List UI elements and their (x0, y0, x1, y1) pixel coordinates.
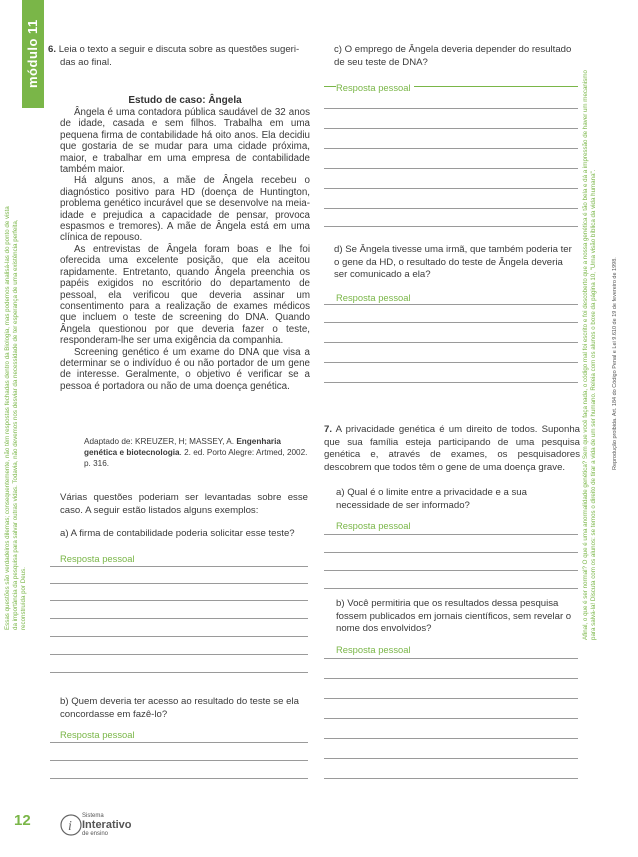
answer-line[interactable] (324, 208, 578, 209)
question-6b: b) Quem deveria ter acesso ao resultado do teste se ela concordasse em fazê-lo? (60, 696, 299, 720)
answer-line[interactable] (50, 600, 308, 601)
question-7b: b) Você permitiria que os resultados dessa pesquisa fossem publicados em jornais científicos, sem revelar o nome dos envolvidos? (336, 598, 572, 634)
case-paragraph-2: Há alguns anos, a mãe de Ângela recebeu o diagnóstico positivo para HD (doença de Huntington, problema genético incurável que se desenvolve na meia-idade e prejudica a capacidade de pensar, provoca espasmos e tremores). A mãe de Ângela está em uma clínica de repouso. (60, 175, 310, 244)
answer-label-7a: Resposta pessoal (336, 520, 411, 531)
left-margin-band (0, 0, 44, 857)
answer-label-6b: Resposta pessoal (60, 729, 135, 740)
answer-line[interactable] (324, 698, 578, 699)
answer-line[interactable] (324, 658, 578, 659)
answer-line[interactable] (324, 678, 578, 679)
page-number: 12 (14, 812, 31, 829)
case-paragraph-1: Ângela é uma contadora pública saudável de 32 anos de idade, casada e sem filhos. Trabalha em uma pequena firma de contabilidade há oito anos. Ela decidiu que gostaria de se mudar para uma cidade próxima, maior, e trabalhar em uma empresa de contabilidade também maior. (60, 107, 310, 176)
citation-authors: Adaptado de: KREUZER, H; MASSEY, A. (84, 437, 237, 446)
answer-line[interactable] (324, 738, 578, 739)
answer-line[interactable] (50, 636, 308, 637)
reproduction-notice: Reprodução proibida. Art. 184 do Código Penal e Lei 9.610 de 19 de fevereiro de 1998. (612, 257, 618, 470)
answer-line[interactable] (324, 552, 578, 553)
answer-line[interactable] (324, 534, 578, 535)
answer-line[interactable] (324, 570, 578, 571)
answer-label-6d: Resposta pessoal (336, 292, 411, 303)
intro-text: Várias questões poderiam ser levantadas sobre esse caso. A seguir estão listados alguns exemplos: (60, 492, 308, 516)
question-text-line2: das ao final. (60, 56, 112, 68)
answer-line[interactable] (324, 226, 578, 227)
answer-line[interactable] (324, 718, 578, 719)
citation-title: Engenharia genética e biotecnologia (84, 437, 281, 457)
answer-line[interactable] (324, 362, 578, 363)
question-number: 7. (324, 424, 333, 435)
publisher-logo-text: Sistema Interativo de ensino (82, 813, 132, 837)
answer-line[interactable] (50, 672, 308, 673)
question-6d: d) Se Ângela tivesse uma irmã, que também poderia ter o gene da HD, o resultado do teste de Ângela deveria ser comunicado a ela? (334, 244, 572, 280)
question-number: 6. (48, 44, 57, 55)
question-text-line1: Leia o texto a seguir e discuta sobre as questões sugeri- (58, 44, 300, 55)
teacher-note-right: Afinal, o que é ser normal? O que é uma anormalidade genética? Sem que você faça nada, o código mal foi escrito e foi descoberto que a nossa genética é tão bela e dá a impressão de haver um mecanismo para salvá-la! Discuta com os alunos: se temos o direito de tirar a vida de um ser humano. Releia com os alunos o boxe da página 10, "Uma visão bíblica da vida humana". (582, 70, 597, 640)
answer-label-7b: Resposta pessoal (336, 644, 411, 655)
answer-line[interactable] (50, 778, 308, 779)
case-paragraph-3: As entrevistas de Ângela foram boas e lhe foi oferecida uma excelente posição, que ela aceitou rapidamente. Entretanto, quando Ângela preenchia os papéis exigidos no escritório do departamento de pessoal, ela verificou que deveria assinar um consentimento para a realização de exames médicos que incluem o teste de screening do DNA. Quando Ângela questionou por que deveria fazer o teste, responderam-lhe ser uma exigência da companhia. (60, 243, 310, 347)
answer-line[interactable] (324, 382, 578, 383)
answer-line[interactable] (324, 342, 578, 343)
svg-text:i: i (68, 819, 72, 834)
answer-line[interactable] (324, 108, 578, 109)
case-study-text (60, 107, 310, 392)
question-6c: c) O emprego de Ângela deveria depender do resultado de seu teste de DNA? (334, 44, 572, 68)
teacher-note-left: Essas questões são verdadeiros dilemas; consequentemente, não têm respostas fechadas dentro da Biologia, mas podemos analisá-las do ponto de vista da importância da pesquisa para salvar outras vidas. Todavia, não devemos nos desviar da necessidade de ter esperança de uma existência perfeita, reconstruída por Deus. (4, 206, 27, 630)
case-paragraph-4: Screening genético é um exame do DNA que visa a determinar se o indivíduo é ou não portador de um gene de interesse. Geralmente, o objetivo é verificar se a pessoa é portadora ou não de uma doença genética. (60, 346, 310, 392)
answer-line[interactable] (50, 583, 308, 584)
answer-line[interactable] (324, 148, 578, 149)
answer-label-6a: Resposta pessoal (60, 553, 135, 564)
answer-line[interactable] (324, 758, 578, 759)
question-7a: a) Qual é o limite entre a privacidade e a sua necessidade de ser informado? (336, 487, 527, 511)
answer-line[interactable] (324, 322, 578, 323)
answer-line[interactable] (324, 778, 578, 779)
answer-line[interactable] (324, 168, 578, 169)
answer-line[interactable] (50, 760, 308, 761)
citation-details: . 2. ed. Porto Alegre: Artmed, 2002. p. 316. (84, 448, 308, 468)
question-7-text: A privacidade genética é um direito de todos. Suponha que sua família esteja participando de uma pesquisa genética e, através de exames, os pesquisadores descobrem que todos têm o gene de uma doença grave. (324, 424, 581, 473)
answer-line[interactable] (50, 566, 308, 567)
answer-line[interactable] (324, 304, 578, 305)
citation (84, 436, 314, 469)
question-7 (324, 424, 580, 474)
answer-line[interactable] (50, 618, 308, 619)
answer-line[interactable] (50, 742, 308, 743)
question-6a: a) A firma de contabilidade poderia solicitar esse teste? (60, 528, 295, 539)
case-study-title: Estudo de caso: Ângela (128, 95, 242, 106)
answer-line[interactable] (324, 588, 578, 589)
answer-line[interactable] (324, 188, 578, 189)
question-6 (48, 44, 318, 69)
answer-line[interactable] (50, 654, 308, 655)
answer-line[interactable] (324, 128, 578, 129)
module-label: módulo 11 (25, 19, 40, 89)
answer-label-6c: Resposta pessoal (336, 82, 414, 93)
